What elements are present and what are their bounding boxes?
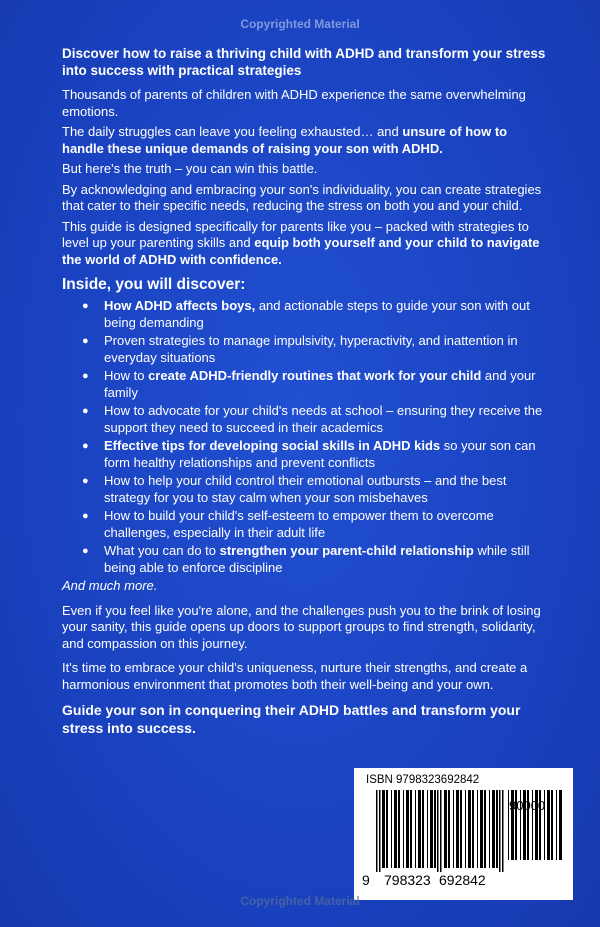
barcode-bar xyxy=(403,790,404,868)
barcode-bar xyxy=(496,790,498,868)
list-item: ● Proven strategies to manage impulsivity, hyperactivity, and inattention in everyday situations xyxy=(82,333,518,365)
barcode-bar xyxy=(460,790,462,868)
barcode-bar xyxy=(556,790,557,860)
barcode-bar xyxy=(465,790,466,868)
section-title: Inside, you will discover: xyxy=(62,276,246,293)
barcode-bar xyxy=(386,790,388,868)
isbn-label: ISBN 9798323692842 xyxy=(366,774,480,786)
barcode-bar xyxy=(415,790,416,868)
watermark-bottom: Copyrighted Material xyxy=(240,894,360,908)
paragraph-2: The daily struggles can leave you feeling exhausted… and unsure of how to handle these unique demands of raising your son with ADHD. xyxy=(62,124,508,156)
barcode-bar xyxy=(480,790,483,868)
barcode-bar xyxy=(427,790,428,868)
barcode-guard-bar xyxy=(376,790,378,872)
bullet-icon: ● xyxy=(82,440,89,452)
barcode-guard-bar xyxy=(499,790,501,872)
barcode-bar xyxy=(551,790,553,860)
back-cover-text xyxy=(62,45,552,745)
bullet-icon: ● xyxy=(82,545,89,557)
barcode-bar xyxy=(444,790,447,868)
barcode-bar xyxy=(468,790,471,868)
bullet-icon: ● xyxy=(82,370,89,382)
bullet-icon: ● xyxy=(82,475,89,487)
bullet-icon: ● xyxy=(82,300,89,312)
list-item: ● How to help your child control their emotional outbursts – and the best strategy for you to stay calm when your son misbehaves xyxy=(82,473,507,505)
barcode-digits-left: 798323 xyxy=(384,872,431,888)
barcode-bar xyxy=(453,790,454,868)
barcode-bar xyxy=(382,790,385,868)
barcode-digits-right: 692842 xyxy=(439,872,486,888)
barcode-bar xyxy=(430,790,433,868)
list-item: ● How ADHD affects boys, and actionable steps to guide your son with out being demanding xyxy=(82,298,530,330)
barcode-guard-bar xyxy=(440,790,442,872)
list-item: ● Effective tips for developing social skills in ADHD kids so your son can form healthy relationships and prevent conflicts xyxy=(82,438,536,470)
paragraph-1: Thousands of parents of children with ADHD experience the same overwhelming emotions. xyxy=(62,87,526,119)
barcode-bar xyxy=(410,790,412,868)
headline: Discover how to raise a thriving child with ADHD and transform your stress into success with practical strategies xyxy=(62,46,546,78)
barcode-bar xyxy=(448,790,450,868)
barcode-bar xyxy=(492,790,495,868)
barcode-guard-bar xyxy=(437,790,439,872)
barcode-bar xyxy=(391,790,392,868)
list-item: ● How to advocate for your child's needs at school – ensuring they receive the support they need to succeed in their academics xyxy=(82,403,543,435)
barcode-bar xyxy=(472,790,474,868)
barcode-bar xyxy=(489,790,490,868)
barcode-bar xyxy=(434,790,436,868)
paragraph-7: It's time to embrace your child's uniqueness, nurture their strengths, and create a harmonious environment that promotes both their well-being and your own. xyxy=(62,660,528,692)
barcode-bar xyxy=(559,790,562,860)
list-item: ● How to build your child's self-esteem to empower them to overcome challenges, especially in their adult life xyxy=(82,508,494,540)
and-much-more: And much more. xyxy=(62,578,158,593)
price-code: 90000 xyxy=(509,798,546,813)
paragraph-6: Even if you feel like you're alone, and the challenges push you to the brink of losing your sanity, this guide opens up doors to support groups to find strength, solidarity, and compassion on this journey. xyxy=(62,602,541,651)
barcode-guard-bar xyxy=(502,790,504,872)
paragraph-5: This guide is designed specifically for parents like you – packed with strategies to level up your parenting skills and equip both yourself and your child to navigate the world of ADHD with confidence. xyxy=(62,218,540,267)
watermark-top: Copyrighted Material xyxy=(240,17,360,31)
barcode-guard-bar xyxy=(379,790,381,872)
barcode-box xyxy=(354,768,573,900)
barcode-bar xyxy=(418,790,421,868)
bullet-icon: ● xyxy=(82,510,89,522)
discover-list xyxy=(62,298,552,576)
list-item: ● What you can do to strengthen your parent-child relationship while still being able to enforce discipline xyxy=(82,543,530,575)
barcode-bar xyxy=(422,790,424,868)
barcode-bar xyxy=(547,790,550,860)
closing-statement: Guide your son in conquering their ADHD battles and transform your stress into success. xyxy=(62,702,521,736)
barcode-bar xyxy=(394,790,397,868)
barcode-bar xyxy=(406,790,409,868)
barcode-bar xyxy=(456,790,459,868)
bullet-icon: ● xyxy=(82,335,89,347)
barcode-digit-first: 9 xyxy=(362,872,370,888)
list-item: ● How to create ADHD-friendly routines that work for your child and your family xyxy=(82,368,536,400)
bullet-icon: ● xyxy=(82,405,89,417)
barcode-bar xyxy=(484,790,486,868)
barcode-bar xyxy=(477,790,478,868)
barcode-bar xyxy=(398,790,400,868)
paragraph-4: By acknowledging and embracing your son's individuality, you can create strategies that cater to their specific needs, reducing the stress on both you and your child. xyxy=(62,181,542,213)
paragraph-3: But here's the truth – you can win this battle. xyxy=(62,161,318,176)
